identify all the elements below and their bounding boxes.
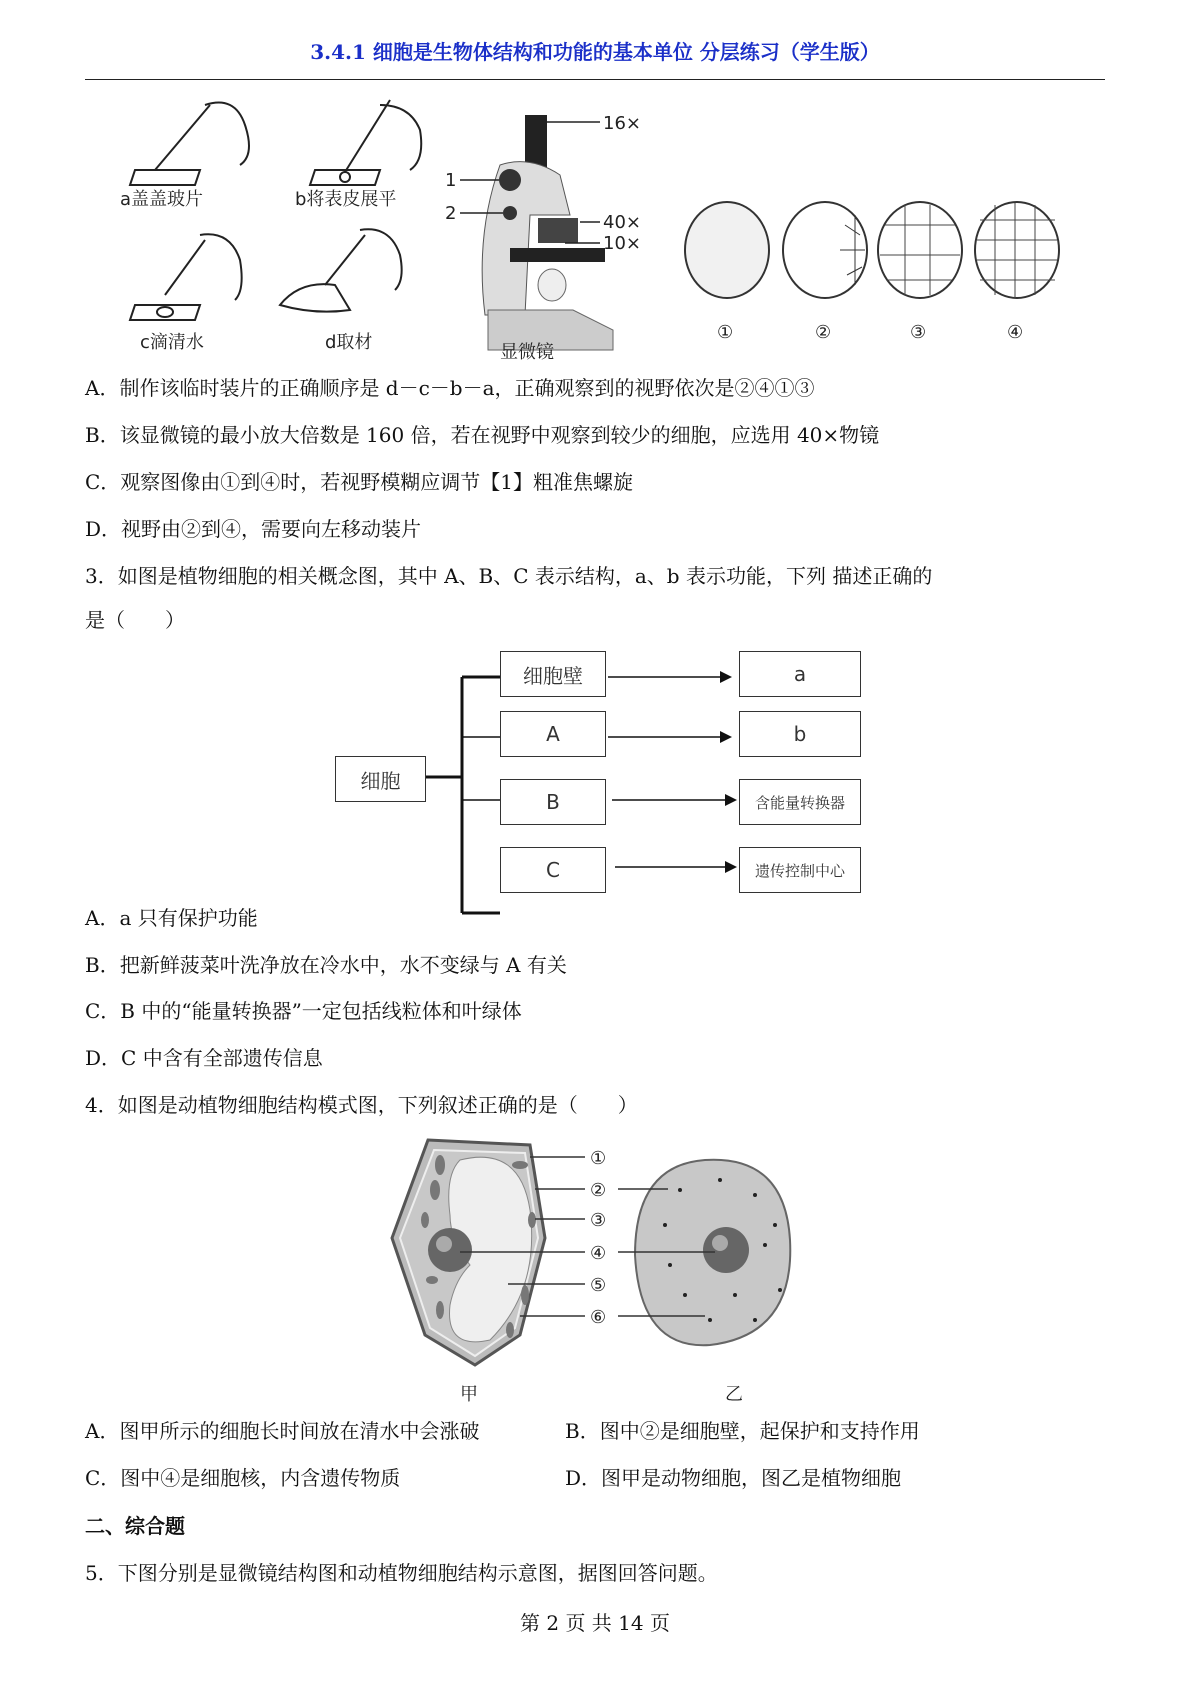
q4-stem: 4．如图是动植物细胞结构模式图，下列叙述正确的是（ ）: [85, 1093, 638, 1117]
objective-low-label: 10×: [603, 233, 641, 254]
q3-option-d: D．C 中含有全部遗传信息: [85, 1046, 323, 1070]
function-genetic-control: 遗传控制中心: [739, 847, 861, 893]
step-a-label: a盖盖玻片: [120, 189, 204, 210]
q3-stem: 3．如图是植物细胞的相关概念图，其中 A、B、C 表示结构，a、b 表示功能，下列 描述正确的: [85, 564, 933, 588]
q3-option-a: A．a 只有保护功能: [85, 906, 258, 930]
cell-label-5: ⑤: [590, 1275, 607, 1296]
page-title: 3.4.1 细胞是生物体结构和功能的基本单位 分层练习（学生版）: [310, 40, 880, 64]
q4-option-c: C．图中④是细胞核，内含遗传物质: [85, 1466, 401, 1490]
view-4-label: ④: [1007, 322, 1024, 343]
q3-option-b: B．把新鲜菠菜叶洗净放在冷水中，水不变绿与 A 有关: [85, 953, 567, 977]
step-b-label: b将表皮展平: [295, 189, 397, 210]
cell-label-1: ①: [590, 1148, 607, 1169]
q3-option-c: C．B 中的“能量转换器”一定包括线粒体和叶绿体: [85, 999, 522, 1023]
q3-stem-cont: 是（ ）: [85, 608, 185, 632]
function-b: b: [739, 711, 861, 757]
q2-option-d: D．视野由②到④，需要向左移动装片: [85, 517, 422, 541]
q4-option-a: A．图甲所示的细胞长时间放在清水中会涨破: [85, 1419, 480, 1443]
plant-cell-caption: 甲: [460, 1384, 478, 1405]
cell-label-6: ⑥: [590, 1307, 607, 1328]
part-2-label: 2: [445, 203, 457, 224]
cell-label-4: ④: [590, 1243, 607, 1264]
q2-option-b: B．该显微镜的最小放大倍数是 160 倍，若在视野中观察到较少的细胞，应选用 40×物镜: [85, 423, 880, 447]
view-1-label: ①: [717, 322, 734, 343]
cell-structure-figure: [380, 1120, 820, 1410]
concept-root-cell: 细胞: [335, 756, 426, 802]
microscope-caption: 显微镜: [500, 342, 554, 363]
q4-option-d: D．图甲是动物细胞，图乙是植物细胞: [565, 1466, 902, 1490]
page-footer: 第 2 页 共 14 页: [520, 1611, 670, 1635]
structure-cell-wall: 细胞壁: [500, 651, 606, 697]
view-3-label: ③: [910, 322, 927, 343]
q2-option-c: C．观察图像由①到④时，若视野模糊应调节【1】粗准焦螺旋: [85, 470, 634, 494]
view-2-label: ②: [815, 322, 832, 343]
eyepiece-label: 16×: [603, 113, 641, 134]
structure-b: B: [500, 779, 606, 825]
function-a: a: [739, 651, 861, 697]
cell-label-2: ②: [590, 1180, 607, 1201]
structure-c: C: [500, 847, 606, 893]
objective-high-label: 40×: [603, 212, 641, 233]
step-d-label: d取材: [325, 332, 373, 353]
cell-label-3: ③: [590, 1210, 607, 1231]
q4-option-b: B．图中②是细胞壁，起保护和支持作用: [565, 1419, 920, 1443]
step-c-label: c滴清水: [140, 332, 204, 353]
part-1-label: 1: [445, 170, 457, 191]
q5-stem: 5．下图分别是显微镜结构图和动植物细胞结构示意图，据图回答问题。: [85, 1561, 718, 1585]
section-heading: 二、综合题: [85, 1514, 185, 1538]
q2-option-a: A．制作该临时装片的正确顺序是 d－c－b－a，正确观察到的视野依次是②④①③: [85, 376, 815, 400]
animal-cell-caption: 乙: [725, 1384, 743, 1405]
structure-a: A: [500, 711, 606, 757]
function-energy-converter: 含能量转换器: [739, 779, 861, 825]
